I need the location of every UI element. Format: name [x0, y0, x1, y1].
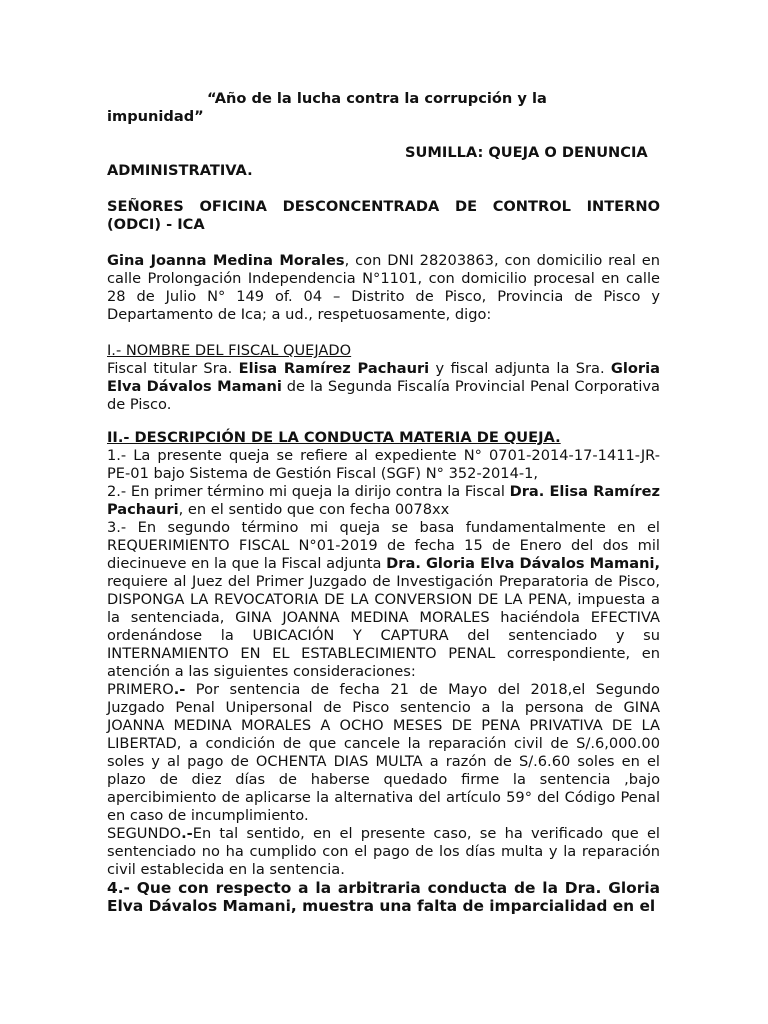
primero-text: Por sentencia de fecha 21 de Mayo del 2018,el Segundo Juzgado Penal Unipersonal de Pisco sentencio a la persona de GINA JOANNA MEDINA MORALES A OCHO MESES DE PENA PRIVATIVA DE LA LIBERTAD, a condición de que cancele la reparación civil de S/.6,000.00 soles y al pago de OCHENTA DIAS MULTA a razón de S/.6.60 soles en el plazo de diez días de haberse quedado firme la sentencia ,bajo apercibimiento de aplicarse la alternativa del artículo 59° del Código Penal en caso de incumplimiento.	[107, 681, 660, 824]
section2-point2	[107, 483, 660, 519]
document-page	[107, 90, 660, 915]
section2-point4: 4.- Que con respecto a la arbitraria conducta de la Dra. Gloria Elva Dávalos Mamani, muestra una falta de imparcialidad en el	[107, 879, 660, 915]
segundo-mark: .-	[181, 825, 193, 842]
point3-text2: requiere al Juez del Primer Juzgado de Investigación Preparatoria de Pisco, DISPONGA LA REVOCATORIA DE LA CONVERSION DE LA PENA, impuesta a la sentenciada, GINA JOANNA MEDINA MORALES haciéndola EFECTIVA ordenándose la UBICACIÓN Y CAPTURA del sentenciado y su INTERNAMIENTO EN EL ESTABLECIMIENTO PENAL correspondiente, en atención a las siguientes consideraciones:	[107, 573, 660, 680]
point2-name: Dra. Elisa Ramírez Pachauri	[107, 483, 660, 518]
segundo-label: SEGUNDO	[107, 825, 182, 842]
point2-text1: 2.- En primer término mi queja la dirijo contra la Fiscal	[107, 483, 510, 500]
section1-heading: I.- NOMBRE DEL FISCAL QUEJADO	[107, 342, 352, 359]
intro-name: Gina Joanna Medina Morales	[107, 252, 345, 269]
primero-paragraph	[107, 681, 660, 825]
section1-text3: de la Segunda Fiscalía Provincial Penal Corporativa de Pisco.	[107, 378, 660, 413]
addressee: SEÑORES OFICINA DESCONCENTRADA DE CONTROL INTERNO (ODCI) - ICA	[107, 198, 660, 233]
section2-heading: II.- DESCRIPCIÓN DE LA CONDUCTA MATERIA DE QUEJA.	[107, 429, 561, 446]
section1-paragraph	[107, 360, 660, 414]
segundo-paragraph	[107, 825, 660, 879]
section2-point1: 1.- La presente queja se refiere al expediente N° 0701-2014-17-1411-JR-PE-01 bajo Sistema de Gestión Fiscal (SGF) N° 352-2014-1,	[107, 447, 660, 482]
section1-text2: y fiscal adjunta la Sra.	[429, 360, 611, 377]
segundo-text: En tal sentido, en el presente caso, se ha verificado que el sentenciado no ha cumplido con el pago de los días multa y la reparación civil establecida en la sentencia.	[107, 825, 660, 878]
section2-point3	[107, 519, 660, 681]
sumilla-line2: ADMINISTRATIVA.	[107, 162, 253, 179]
primero-label: PRIMERO	[107, 681, 174, 698]
year-motto-line2: impunidad”	[107, 108, 204, 125]
primero-mark: .-	[173, 681, 186, 698]
year-motto-line1: “Año de la lucha contra la corrupción y la	[207, 90, 547, 107]
intro-paragraph	[107, 252, 660, 324]
section1-text1: Fiscal titular Sra.	[107, 360, 239, 377]
sumilla-line1: SUMILLA: QUEJA O DENUNCIA	[405, 144, 648, 161]
point3-name: Dra. Gloria Elva Dávalos Mamani,	[386, 555, 661, 572]
point2-text2: , en el sentido que con fecha 0078xx	[178, 501, 450, 518]
section1-prosecutor1: Elisa Ramírez Pachauri	[238, 360, 430, 377]
intro-text: , con DNI 28203863, con domicilio real en calle Prolongación Independencia N°1101, con domicilio procesal en calle 28 de Julio N° 149 of. 04 – Distrito de Pisco, Provincia de Pisco y Departamento de Ica; a ud., respetuosamente, digo:	[107, 252, 660, 323]
point3-text1: 3.- En segundo término mi queja se basa fundamentalmente en el REQUERIMIENTO FISCAL N°01-2019 de fecha 15 de Enero del dos mil diecinueve en la que la Fiscal adjunta	[107, 519, 660, 572]
section1-prosecutor2: Gloria Elva Dávalos Mamani	[107, 360, 660, 395]
